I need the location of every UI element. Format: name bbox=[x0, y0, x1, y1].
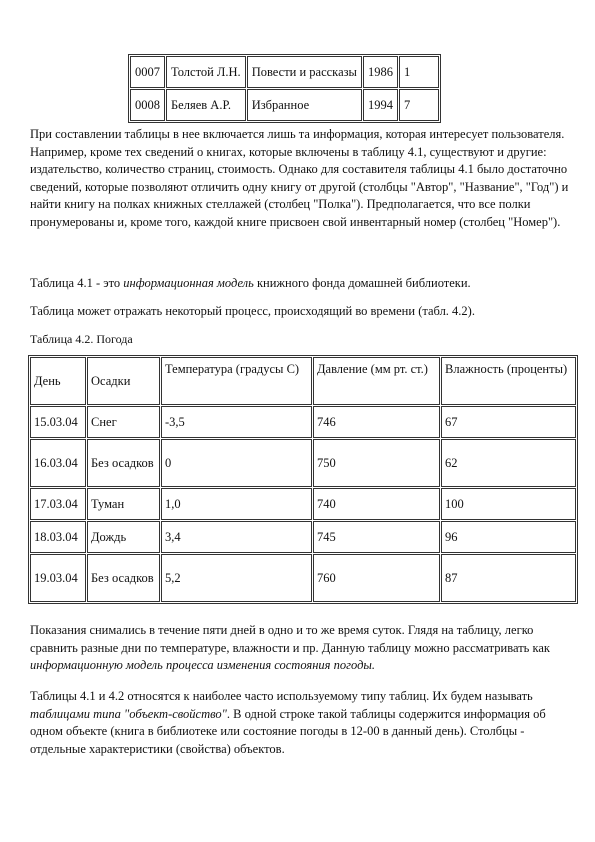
table-cell: Снег bbox=[87, 406, 160, 438]
italic-term: информационная модель bbox=[123, 276, 254, 290]
table-header-row bbox=[30, 357, 576, 405]
table-cell: 62 bbox=[441, 439, 576, 487]
table-cell: Дождь bbox=[87, 521, 160, 553]
table-cell: 1,0 bbox=[161, 488, 312, 520]
column-header: День bbox=[30, 357, 86, 405]
table-cell: 0007 bbox=[130, 56, 165, 88]
table-cell: 740 bbox=[313, 488, 440, 520]
paragraph-weather-readings bbox=[30, 622, 570, 675]
text-segment: Таблица 4.1 - это bbox=[30, 276, 124, 290]
paragraph-table-composition: При составлении таблицы в нее включается лишь та информация, которая интересует пользователя. Например, кроме тех сведений о книгах, которые включены в таблицу 4.1, существуют и другие: издательство, количество страниц, стоимость. Однако для составителя таблицы 4.1 было достаточно сведений, которые позволяют отличить одну книгу от другой (столбцы "Автор", "Название", "Год") и найти книгу на полках книжных стеллажей (столбец "Полка"). Предполагается, что все полки пронумерованы и, кроме того, каждой книге присвоен свой инвентарный номер (столбец "Номер"). bbox=[30, 127, 569, 229]
table-cell: 18.03.04 bbox=[30, 521, 86, 553]
text-segment: Таблицы 4.1 и 4.2 относятся к наиболее часто используемому типу таблиц. Их будем называть bbox=[30, 689, 533, 703]
weather-table bbox=[28, 355, 578, 604]
paragraph-object-property bbox=[30, 688, 570, 758]
column-header: Температура (градусы С) bbox=[161, 357, 312, 405]
table-cell: 745 bbox=[313, 521, 440, 553]
paragraph-information-model bbox=[30, 275, 570, 293]
text-segment: Показания снимались в течение пяти дней в одно и то же время суток. Глядя на таблицу, легко сравнить разные дни по температуре, влажности и пр. Данную таблицу можно рассматривать как bbox=[30, 623, 550, 655]
column-header: Влажность (проценты) bbox=[441, 357, 576, 405]
table-cell: Толстой Л.Н. bbox=[166, 56, 246, 88]
column-header: Давление (мм рт. ст.) bbox=[313, 357, 440, 405]
table-cell: 96 bbox=[441, 521, 576, 553]
italic-term: информационную модель процесса изменения состояния погоды. bbox=[30, 658, 375, 672]
table-cell: Повести и рассказы bbox=[247, 56, 362, 88]
column-header: Осадки bbox=[87, 357, 160, 405]
table-cell: Беляев А.Р. bbox=[166, 89, 246, 121]
paragraph-process: Таблица может отражать некоторый процесс, происходящий во времени (табл. 4.2). bbox=[30, 304, 475, 318]
table-cell: 19.03.04 bbox=[30, 554, 86, 602]
table-cell: 5,2 bbox=[161, 554, 312, 602]
table-cell: 746 bbox=[313, 406, 440, 438]
text-segment: книжного фонда домашней библиотеки. bbox=[253, 276, 471, 290]
table-cell: 100 bbox=[441, 488, 576, 520]
table-cell: 87 bbox=[441, 554, 576, 602]
table-caption: Таблица 4.2. Погода bbox=[30, 332, 133, 346]
table-cell: 15.03.04 bbox=[30, 406, 86, 438]
table-cell: 3,4 bbox=[161, 521, 312, 553]
table-row bbox=[30, 406, 576, 438]
table-cell: 1 bbox=[399, 56, 439, 88]
table-cell: 750 bbox=[313, 439, 440, 487]
table-cell: Туман bbox=[87, 488, 160, 520]
table-cell: 17.03.04 bbox=[30, 488, 86, 520]
table-cell: 7 bbox=[399, 89, 439, 121]
table-row bbox=[130, 89, 439, 121]
table-cell: Без осадков bbox=[87, 554, 160, 602]
table-cell: 0008 bbox=[130, 89, 165, 121]
italic-term: таблицами типа "объект-свойство" bbox=[30, 706, 227, 721]
table-row bbox=[30, 554, 576, 602]
table-cell: 1994 bbox=[363, 89, 398, 121]
table-cell: 16.03.04 bbox=[30, 439, 86, 487]
books-table bbox=[128, 54, 441, 123]
table-cell: 67 bbox=[441, 406, 576, 438]
table-cell: Избранное bbox=[247, 89, 362, 121]
table-cell: 760 bbox=[313, 554, 440, 602]
table-row bbox=[30, 521, 576, 553]
table-cell: -3,5 bbox=[161, 406, 312, 438]
table-cell: 1986 bbox=[363, 56, 398, 88]
table-cell: Без осадков bbox=[87, 439, 160, 487]
table-row bbox=[30, 488, 576, 520]
text-segment: . В одной строке такой таблицы содержится информация об одном объекте (книга в библиотеке или состояние погоды в 12-00 в данный день). Столбцы - отдельные характеристики (свойства) объектов. bbox=[30, 706, 546, 756]
table-row bbox=[30, 439, 576, 487]
table-cell: 0 bbox=[161, 439, 312, 487]
table-row bbox=[130, 56, 439, 88]
